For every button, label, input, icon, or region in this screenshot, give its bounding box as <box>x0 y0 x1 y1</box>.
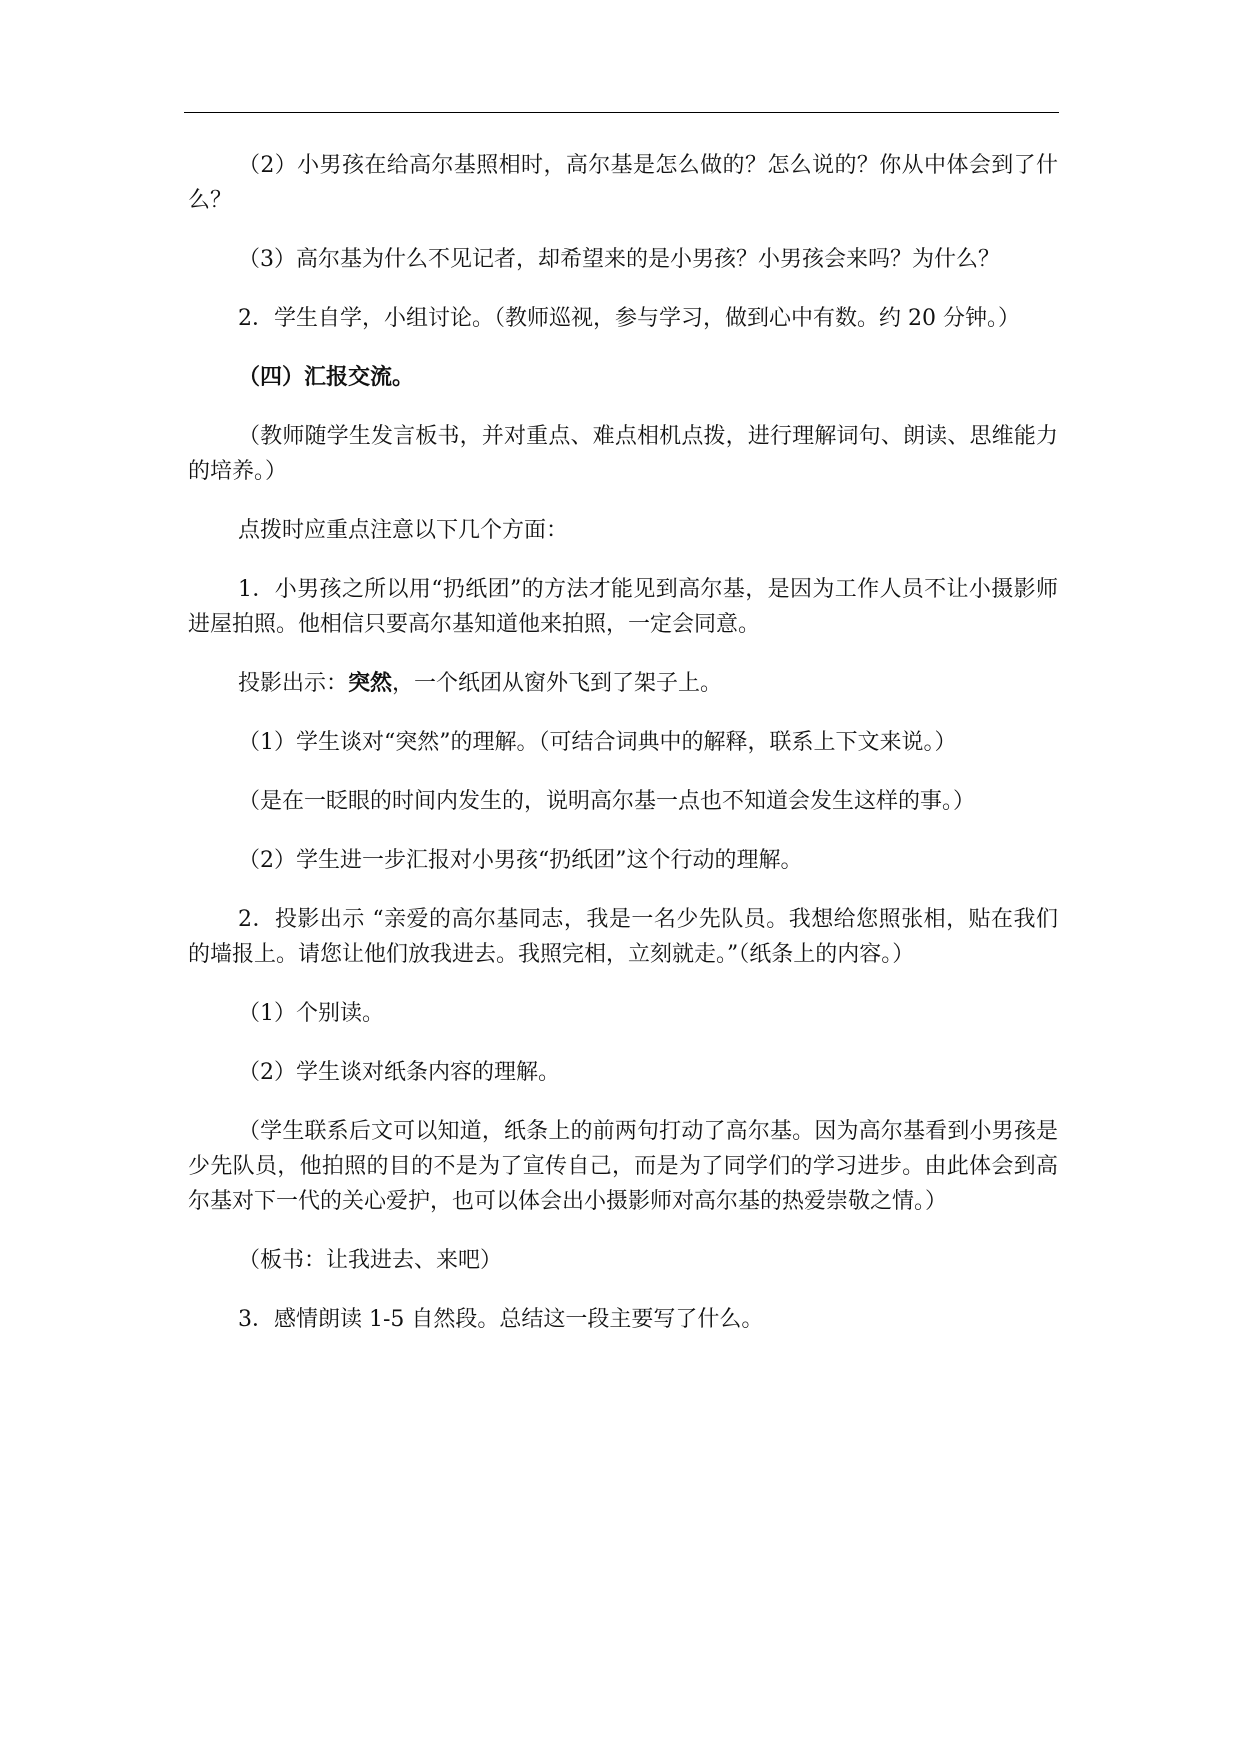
keyword-bold: 突然 <box>348 671 393 696</box>
paragraph-sub-1: （1）学生谈对“突然”的理解。（可结合词典中的解释，联系上下文来说。） <box>238 730 957 755</box>
paragraph-question-2: （2）小男孩在给高尔基照相时，高尔基是怎么做的？怎么说的？你从中体会到了什么？ <box>188 153 1058 213</box>
paragraph-guidance-intro: 点拨时应重点注意以下几个方面： <box>238 518 569 543</box>
paragraph-board-note: （板书：让我进去、来吧） <box>238 1248 503 1273</box>
projection-prefix: 投影出示： <box>238 671 349 696</box>
projection-suffix: ，一个纸团从窗外飞到了架子上。 <box>392 671 723 696</box>
document-body <box>188 148 1058 1361</box>
paragraph-point-1: 1．小男孩之所以用“扔纸团”的方法才能见到高尔基，是因为工作人员不让小摄影师进屋拍照。他相信只要高尔基知道他来拍照，一定会同意。 <box>188 577 1058 637</box>
paragraph-question-3: （3）高尔基为什么不见记者，却希望来的是小男孩？小男孩会来吗？为什么？ <box>238 247 1000 272</box>
paragraph-explanation-2: （学生联系后文可以知道，纸条上的前两句打动了高尔基。因为高尔基看到小男孩是少先队员，他拍照的目的不是为了宣传自己，而是为了同学们的学习进步。由此体会到高尔基对下一代的关心爱护，也可以体会出小摄影师对高尔基的热爱崇敬之情。） <box>188 1119 1058 1214</box>
paragraph-sub-note: （2）学生谈对纸条内容的理解。 <box>238 1060 560 1085</box>
paragraph-explanation-1: （是在一眨眼的时间内发生的，说明高尔基一点也不知道会发生这样的事。） <box>238 789 976 814</box>
header-rule <box>184 112 1059 113</box>
paragraph-point-3: 3．感情朗读 1-5 自然段。总结这一段主要写了什么。 <box>238 1307 764 1332</box>
paragraph-projection-1 <box>188 666 1058 701</box>
paragraph-projection-2: 2．投影出示 “亲爱的高尔基同志，我是一名少先队员。我想给您照张相，贴在我们的墙报上。请您让他们放我进去。我照完相，立刻就走。”（纸条上的内容。） <box>188 907 1058 967</box>
section-heading-report: （四）汇报交流。 <box>238 365 415 390</box>
paragraph-self-study: 2．学生自学，小组讨论。（教师巡视，参与学习，做到心中有数。约 20 分钟。） <box>238 306 1020 331</box>
paragraph-teacher-note: （教师随学生发言板书，并对重点、难点相机点拨，进行理解词句、朗读、思维能力的培养。） <box>188 424 1058 484</box>
paragraph-sub-2: （2）学生进一步汇报对小男孩“扔纸团”这个行动的理解。 <box>238 848 803 873</box>
paragraph-sub-read: （1）个别读。 <box>238 1001 384 1026</box>
